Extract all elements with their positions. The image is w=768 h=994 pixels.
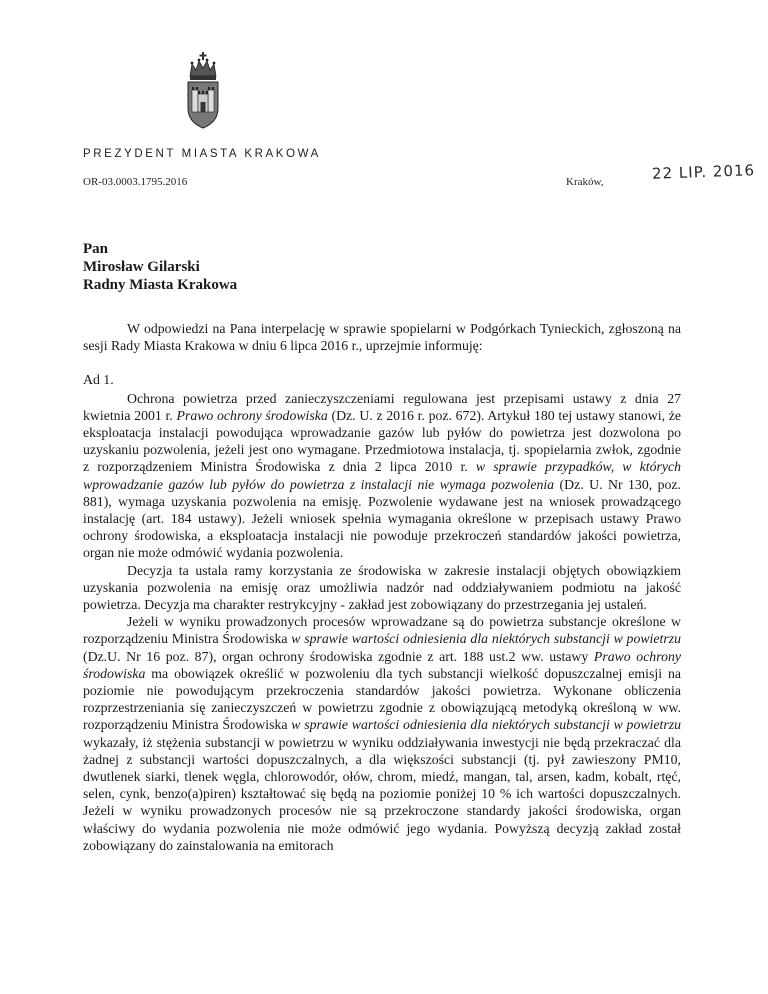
addressee-role: Radny Miasta Krakowa	[83, 277, 238, 293]
date-stamp: 22 LIP. 2016	[651, 161, 756, 183]
place-label: Kraków,	[566, 176, 604, 188]
addressee-name: Mirosław Gilarski	[83, 259, 200, 275]
section-label: Ad 1.	[83, 372, 114, 388]
paragraph-3: Jeżeli w wyniku prowadzonych procesów wprowadzane są do powietrza substancje określone w rozporządzeniu Ministra Środowiska w sprawie wartości odniesienia dla niektórych substancji w powietrzu (Dz.U. Nr 16 poz. 87), organ ochrony środowiska zgodnie z art. 188 ust.2 ww. ustawy Prawo ochrony środowiska ma obowiązek określić w pozwoleniu dla tych substancji wielkość dopuszczalnej emisji na poziomie nie powodującym przekroczenia standardów jakości powietrza. Wykonane obliczenia rozprzestrzeniania się zanieczyszczeń w powietrzu zgodnie z obowiązującą metodyką określoną w ww. rozporządzeniu Ministra Środowiska w sprawie wartości odniesienia dla niektórych substancji w powietrzu wykazały, iż stężenia substancji w powietrzu w wyniku oddziaływania inwestycji nie będą przekraczać dla żadnej z substancji wartości dopuszczalnych, a dla większości substancji (tj. pył zawieszony PM10, dwutlenek siarki, tlenek węgla, chlorowodór, ołów, chrom, miedź, mangan, tal, arsen, kadm, kobalt, rtęć, selen, cynk, benzo(a)piren) kształtować się będą na poziomie poniżej 10 % ich wartości dopuszczalnych. Jeżeli w wyniku prowadzonych procesów nie są przekroczone standardy jakości środowiska, organ właściwy do wydania pozwolenia nie może odmówić jego wydania. Powyższą decyzją zakład został zobowiązany do zainstalowania na emitorach	[83, 614, 681, 853]
addressee-salutation: Pan	[83, 241, 109, 257]
paragraph-1: Ochrona powietrza przed zanieczyszczeniami regulowana jest przepisami ustawy z dnia 27 kwietnia 2001 r. Prawo ochrony środowiska (Dz. U. z 2016 r. poz. 672). Artykuł 180 tej ustawy stanowi, że eksploatacja instalacji powodująca wprowadzanie gazów lub pyłów do powietrza jest dozwolona po uzyskaniu pozwolenia, jeżeli jest ono wymagane. Przedmiotowa instalacja, tj. spopielarnia zwłok, zgodnie z rozporządzeniem Ministra Środowiska z dnia 2 lipca 2010 r. w sprawie przypadków, w których wprowadzanie gazów lub pyłów do powietrza z instalacji nie wymaga pozwolenia (Dz. U. Nr 130, poz. 881), wymaga uzyskania pozwolenia na emisję. Pozwolenie wydawane jest na wniosek prowadzącego instalację (art. 184 ustawy). Jeżeli wniosek spełnia wymagania określone w przepisach ustawy Prawo ochrony środowiska, a eksploatacja instalacji nie powoduje przekroczeń standardów jakości powietrza, organ nie może odmówić wydania pozwolenia.	[83, 390, 681, 561]
reference-number: OR-03.0003.1795.2016	[83, 176, 188, 188]
paragraph-2: Decyzja ta ustala ramy korzystania ze środowiska w zakresie instalacji objętych obowiązkiem uzyskania pozwolenia na emisję oraz umożliwia nadzór nad oddziaływaniem podmiotu na jakość powietrza. Decyzja ma charakter restrykcyjny - zakład jest zobowiązany do przestrzegania jej ustaleń.	[83, 562, 681, 613]
issuing-office: PREZYDENT MIASTA KRAKOWA	[83, 148, 321, 160]
coat-of-arms-emblem	[183, 50, 223, 140]
letter-body	[83, 320, 681, 854]
intro-paragraph: W odpowiedzi na Pana interpelację w sprawie spopielarni w Podgórkach Tynieckich, zgłoszoną na sesji Rady Miasta Krakowa w dniu 6 lipca 2016 r., uprzejmie informuję:	[83, 321, 681, 354]
addressee-block	[83, 240, 237, 294]
